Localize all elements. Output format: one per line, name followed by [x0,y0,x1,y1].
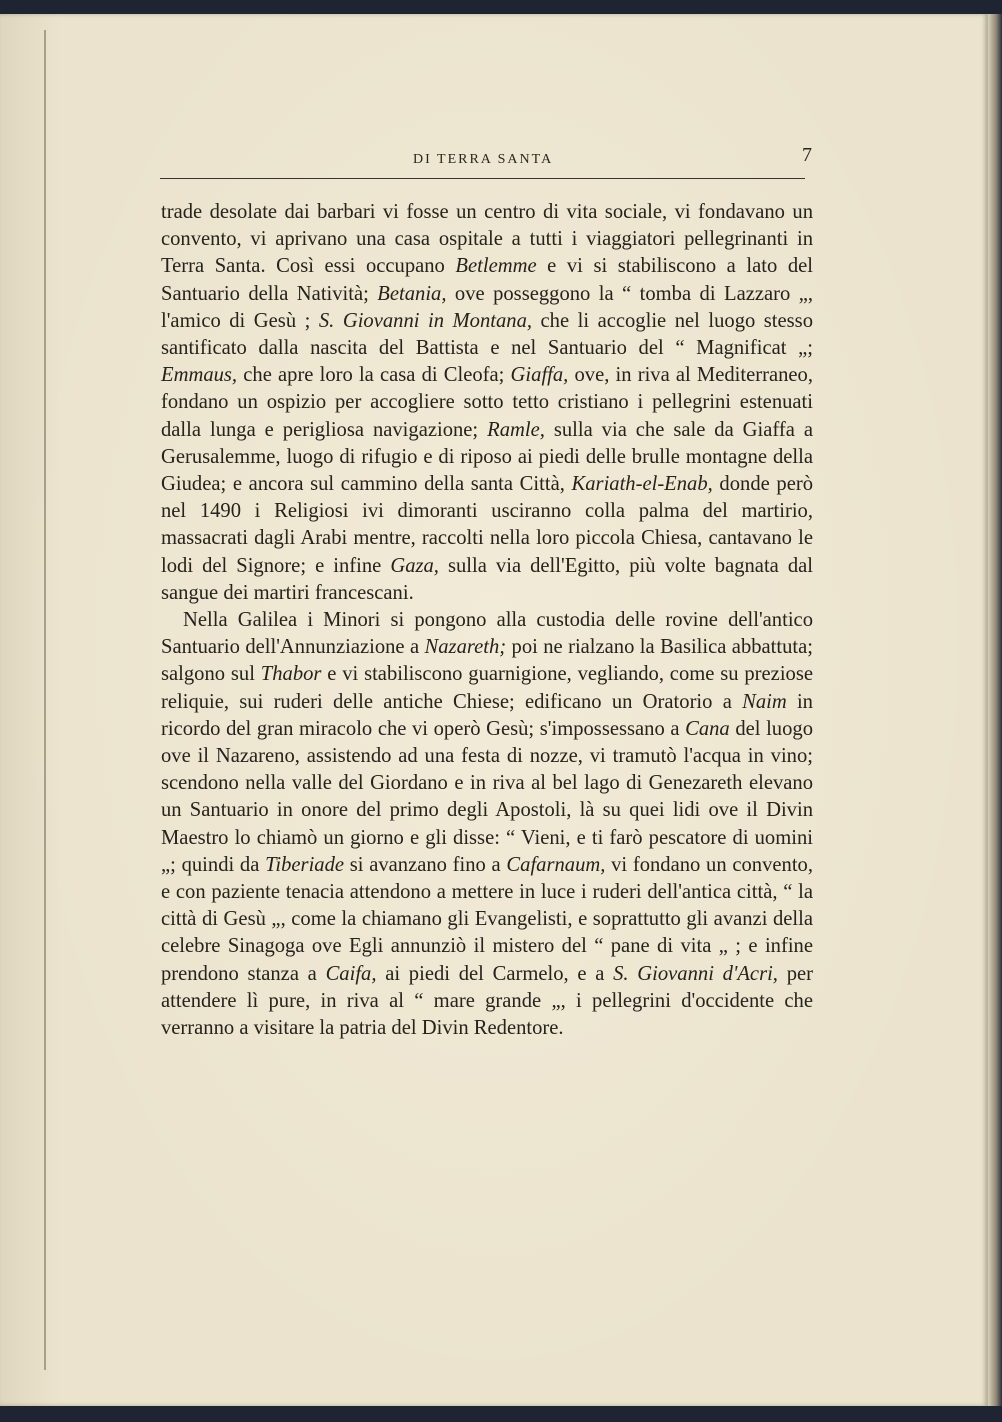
text-run: e vi stabiliscono guarnigione, vegliando, come su preziose reliquie, sui ruderi delle antiche Chiese; edificano un Oratorio a [161,663,813,713]
running-head-title: DI TERRA SANTA [413,152,554,167]
italic-place-name: Cafarnaum, [506,853,606,876]
text-run: per attendere lì pure, in riva al “ mare grande „, i pellegrini d'occidente che verranno a visitare la patria del Divin Redentore. [161,962,813,1040]
italic-place-name: Cana [685,717,730,740]
text-run: poi ne rialzano la Basilica abbattuta; salgono sul [161,636,813,686]
italic-place-name: Gaza, [390,554,439,577]
text-run: si avanzano fino a [344,853,507,876]
body-text [161,199,813,1042]
text-run: Nella Galilea i Minori si pongono alla custodia delle rovine dell'antico Santuario dell'Annunziazione a [161,609,813,659]
text-run: sulla via che sale da Giaffa a Gerusalemme, luogo di rifugio e di riposo ai piedi delle brulle montagne della Giudea; e ancora sul cammino della santa Città, [161,418,814,496]
italic-place-name: Ramle, [487,418,545,441]
text-run: che li accoglie nel luogo stesso santificato dalla nascita del Battista e nel Santuario del “ Magnificat „; [161,309,813,360]
text-run: ai piedi del Carmelo, e a [376,962,614,985]
page-number: 7 [802,144,812,166]
text-run: che apre loro la casa di Cleofa; [237,364,511,387]
italic-place-name: Caifa, [325,962,377,985]
text-run: ove, in riva al Mediterraneo, fondano un ospizio per accogliere sotto tetto cristiano i pellegrini estenuati dalla lunga e perigliosa navigazione; [161,364,814,441]
italic-place-name: Thabor [260,663,322,686]
italic-place-name: Kariath-el-Enab, [571,473,713,496]
text-run: trade desolate dai barbari vi fosse un centro di vita sociale, vi fondavano un convento, vi aprivano una casa ospitale a tutti i viaggiatori pellegrinanti in Terra Santa. Così essi occupano [161,201,813,278]
text-run: e vi si stabiliscono a lato del Santuario della Natività; [161,255,813,305]
italic-place-name: Nazareth; [424,636,507,659]
italic-place-name: Giaffa, [510,364,569,387]
italic-place-name: Emmaus, [161,364,238,387]
paragraph-2 [161,607,813,1042]
italic-place-name: S. Giovanni d'Acri, [613,962,778,985]
italic-place-name: S. Giovanni in Montana, [318,309,533,332]
text-run: donde però nel 1490 i Religiosi ivi dimoranti usciranno colla palma del martirio, massacrati dagli Arabi mentre, raccolti nella loro piccola Chiesa, cantavano le lodi del Signore; e infine [161,473,813,577]
text-run: sulla via dell'Egitto, più volte bagnata dal sangue dei martiri francescani. [161,554,814,604]
page-edge [988,14,1002,1406]
running-header [160,138,812,186]
header-rule [160,178,805,179]
paragraph-1 [161,199,813,607]
text-run: del luogo ove il Nazareno, assistendo ad una festa di nozze, vi tramutò l'acqua in vino; scendono nella valle del Giordano e in riva al bel lago di Genezareth elevano un Santuario in onore del primo degli Apostoli, là su quei lidi ove il Divin Maestro lo chiamò un giorno e gli disse: “ Vieni, e ti farò pescatore di uomini „; quindi da [161,717,813,876]
binding-fold [44,30,46,1370]
italic-place-name: Naim [742,690,787,713]
italic-place-name: Betlemme [455,255,537,278]
text-run: in ricordo del gran miracolo che vi operò Gesù; s'impossessano a [161,690,813,740]
text-run: vi fondano un convento, e con paziente tenacia attendono a mettere in luce i ruderi dell'antica città, “ la città di Gesù „, come la chiamano gli Evangelisti, e soprattutto gli avanzi della celebre Sinagoga ove Egli annunziò il mistero del “ pane di vita „ ; e infine prendono stanza a [161,853,813,985]
text-run: ove posseggono la “ tomba di Lazzaro „, l'amico di Gesù ; [161,282,813,332]
italic-place-name: Betania, [377,282,447,305]
italic-place-name: Tiberiade [265,853,345,876]
